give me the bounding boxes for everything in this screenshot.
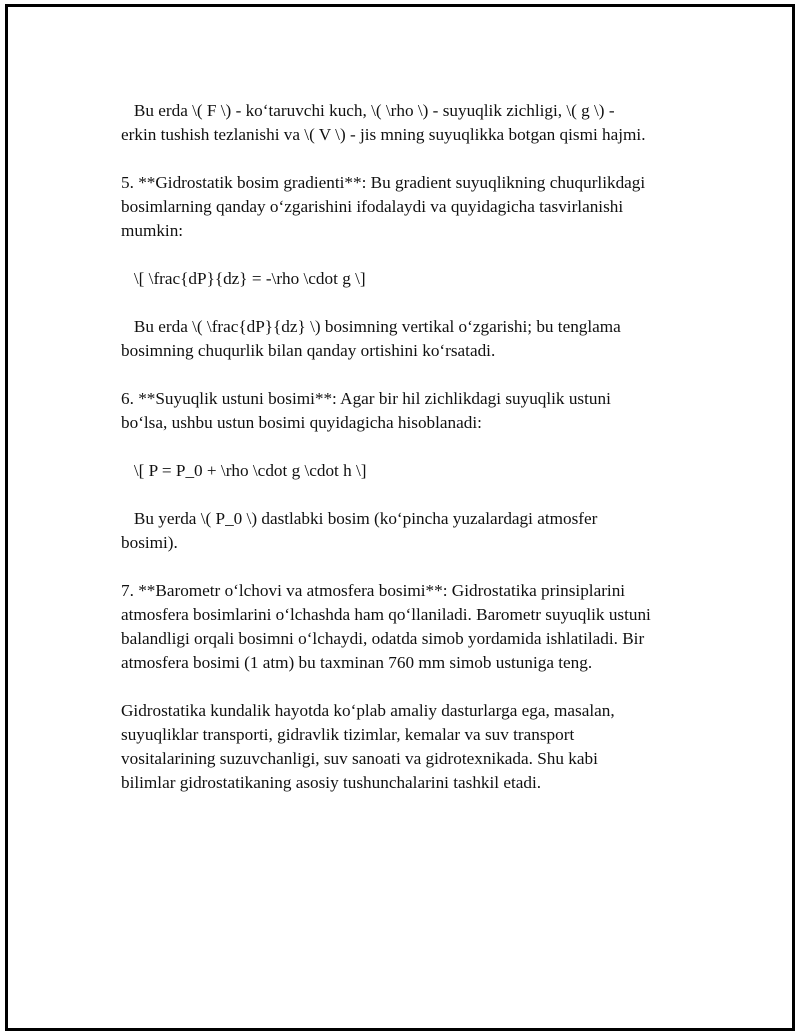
paragraph-pressure-gradient: 5. **Gidrostatik bosim gradienti**: Bu gradient suyuqlikning chuqurlikdagi bosimlarning qanday o‘zgarishini ifodalaydi va quyidagicha tasvirlanishi mumkin: <box>121 173 646 240</box>
paragraph-initial-pressure-explanation: Bu yerda \( P_0 \) dastlabki bosim (ko‘pincha yuzalardagi atmosfer bosimi). <box>121 509 598 552</box>
paragraph-gradient-explanation: Bu erda \( \frac{dP}{dz} \) bosimning vertikal o‘zgarishi; bu tenglama bosimning chuqurlik bilan qanday ortishini ko‘rsatadi. <box>121 317 621 360</box>
paragraph-fluid-column-pressure: 6. **Suyuqlik ustuni bosimi**: Agar bir hil zichlikdagi suyuqlik ustuni bo‘lsa, ushbu ustun bosimi quyidagicha hisoblanadi: <box>121 389 611 432</box>
document-page <box>5 4 795 1031</box>
paragraph-conclusion: Gidrostatika kundalik hayotda ko‘plab amaliy dasturlarga ega, masalan, suyuqliklar transporti, gidravlik tizimlar, kemalar va suv transport vositalarining suzuvchanligi, suv sanoati va gidrotexnikada. Shu kabi bilimlar gidrostatikaning asosiy tushunchalarini tashkil etadi. <box>121 701 615 792</box>
equation-pressure-gradient: \[ \frac{dP}{dz} = -\rho \cdot g \] <box>121 269 366 288</box>
document-body <box>121 99 721 819</box>
equation-fluid-column-pressure: \[ P = P_0 + \rho \cdot g \cdot h \] <box>121 461 367 480</box>
paragraph-barometer: 7. **Barometr o‘lchovi va atmosfera bosimi**: Gidrostatika prinsiplarini atmosfera bosimlarini o‘lchashda ham qo‘llaniladi. Barometr suyuqlik ustuni balandligi orqali bosimni o‘lchaydi, odatda simob yordamida ishlatiladi. Bir atmosfera bosimi (1 atm) bu taxminan 760 mm simob ustuniga teng. <box>121 581 651 672</box>
paragraph-buoyancy-explanation: Bu erda \( F \) - ko‘taruvchi kuch, \( \rho \) - suyuqlik zichligi, \( g \) - erkin tushish tezlanishi va \( V \) - jis mning suyuqlikka botgan qismi hajmi. <box>121 101 646 144</box>
